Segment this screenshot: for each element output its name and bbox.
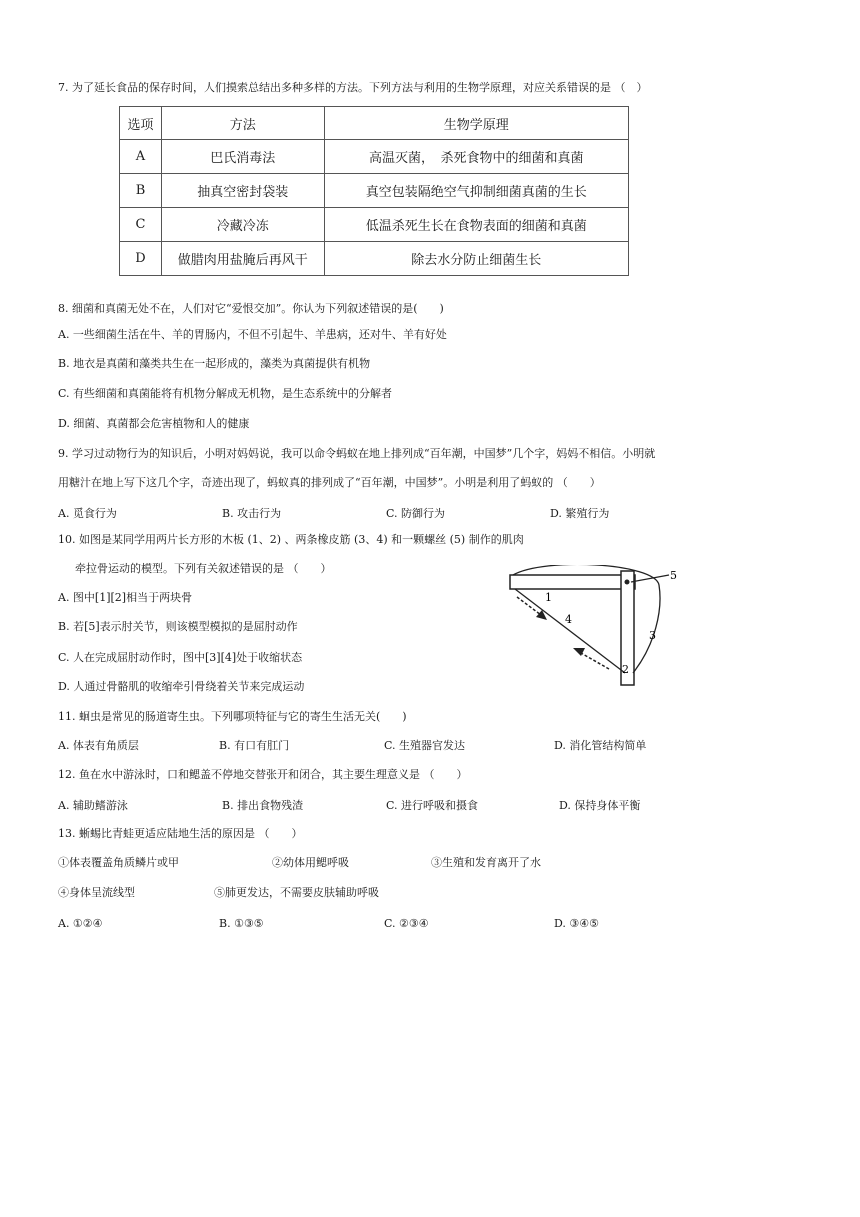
figure-label-2: 2 <box>622 663 629 676</box>
q11-option-d: D. 消化管结构简单 <box>554 739 647 752</box>
q7-cell-principle: 高温灭菌， 杀死食物中的细菌和真菌 <box>324 140 628 174</box>
q7-header-principle: 生物学原理 <box>324 107 628 140</box>
q7-cell-letter: D <box>120 242 162 276</box>
board-1 <box>510 575 635 589</box>
figure-label-3: 3 <box>649 629 656 642</box>
rubber-band-4 <box>515 589 625 673</box>
q7-cell-letter: B <box>120 174 162 208</box>
q7-cell-letter: C <box>120 208 162 242</box>
q7-cell-principle: 真空包装隔绝空气抑制细菌真菌的生长 <box>324 174 628 208</box>
q10-stem-line2: 牵拉骨运动的模型。下列有关叙述错误的是 （ ） <box>75 562 332 575</box>
q7-header-method: 方法 <box>161 107 324 140</box>
q9-option-d: D. 繁殖行为 <box>550 507 610 520</box>
q12-option-c: C. 进行呼吸和摄食 <box>386 799 479 812</box>
q13-option-a: A. ①②④ <box>58 917 103 930</box>
q8-option-d: D. 细菌、真菌都会危害植物和人的健康 <box>58 417 250 430</box>
q12-option-a: A. 辅助鳍游泳 <box>58 799 128 812</box>
table-row <box>120 174 629 208</box>
q12-stem: 12. 鱼在水中游泳时，口和鳃盖不停地交替张开和闭合，其主要生理意义是 （ ） <box>58 768 468 781</box>
screw-5 <box>625 580 630 585</box>
q7-cell-method: 巴氏消毒法 <box>161 140 324 174</box>
q13-option-d: D. ③④⑤ <box>554 917 600 930</box>
q11-option-c: C. 生殖器官发达 <box>384 739 466 752</box>
q13-item-4: ④身体呈流线型 <box>58 886 135 899</box>
q10-option-c: C. 人在完成屈肘动作时，图中[3][4]处于收缩状态 <box>58 651 303 664</box>
q13-stem: 13. 蜥蜴比青蛙更适应陆地生活的原因是 （ ） <box>58 827 303 840</box>
muscle-bone-model-figure <box>505 565 690 695</box>
table-row <box>120 140 629 174</box>
q13-item-1: ①体表覆盖角质鳞片或甲 <box>58 856 179 869</box>
q13-option-c: C. ②③④ <box>384 917 429 930</box>
q13-option-b: B. ①③⑤ <box>219 917 264 930</box>
q7-table-header <box>120 107 629 140</box>
q10-stem-line1: 10. 如图是某同学用两片长方形的木板 (1、2) 、两条橡皮筋 (3、4) 和一颗螺丝 (5) 制作的肌肉 <box>58 533 524 546</box>
q7-cell-method: 冷藏冷冻 <box>161 208 324 242</box>
q9-stem-line1: 9. 学习过动物行为的知识后，小明对妈妈说，我可以命令蚂蚁在地上排列成“百年潮，中国梦”几个字，妈妈不相信。小明就 <box>58 447 656 460</box>
q7-cell-letter: A <box>120 140 162 174</box>
q7-cell-method: 抽真空密封袋装 <box>161 174 324 208</box>
q12-option-d: D. 保持身体平衡 <box>559 799 641 812</box>
q7-stem: 7. 为了延长食品的保存时间，人们摸索总结出多种多样的方法。下列方法与利用的生物学原理，对应关系错误的是 （ ） <box>58 81 648 94</box>
q8-stem: 8. 细菌和真菌无处不在，人们对它“爱恨交加”。你认为下列叙述错误的是( ) <box>58 302 444 315</box>
table-row <box>120 208 629 242</box>
q11-stem: 11. 蛔虫是常见的肠道寄生虫。下列哪项特征与它的寄生生活无关( ) <box>58 710 407 723</box>
q13-item-5: ⑤肺更发达，不需要皮肤辅助呼吸 <box>214 886 379 899</box>
q8-option-a: A. 一些细菌生活在牛、羊的胃肠内，不但不引起牛、羊患病，还对牛、羊有好处 <box>58 328 447 341</box>
q10-option-d: D. 人通过骨骼肌的收缩牵引骨绕着关节来完成运动 <box>58 680 305 693</box>
dashed-arrow-lower <box>581 653 609 669</box>
arrowhead-lower-icon <box>573 648 585 656</box>
figure-label-1: 1 <box>545 591 552 604</box>
q7-cell-principle: 低温杀死生长在食物表面的细菌和真菌 <box>324 208 628 242</box>
q10-option-b: B. 若[5]表示肘关节，则该模型模拟的是屈肘动作 <box>58 620 298 633</box>
q11-option-b: B. 有口有肛门 <box>219 739 290 752</box>
table-row <box>120 242 629 276</box>
q13-item-3: ③生殖和发育离开了水 <box>431 856 541 869</box>
q10-option-a: A. 图中[1][2]相当于两块骨 <box>58 591 193 604</box>
figure-label-4: 4 <box>565 613 572 626</box>
q7-header-option: 选项 <box>120 107 162 140</box>
q7-cell-method: 做腊肉用盐腌后再风干 <box>161 242 324 276</box>
q9-option-a: A. 觅食行为 <box>58 507 117 520</box>
q7-cell-principle: 除去水分防止细菌生长 <box>324 242 628 276</box>
q13-item-2: ②幼体用鳃呼吸 <box>272 856 349 869</box>
q9-stem-line2: 用糖汁在地上写下这几个字，奇迹出现了，蚂蚁真的排列成了“百年潮，中国梦”。小明是利用了蚂蚁的 （ ） <box>58 476 601 489</box>
q8-option-b: B. 地衣是真菌和藻类共生在一起形成的，藻类为真菌提供有机物 <box>58 357 371 370</box>
q9-option-b: B. 攻击行为 <box>222 507 282 520</box>
q9-option-c: C. 防御行为 <box>386 507 446 520</box>
q12-option-b: B. 排出食物残渣 <box>222 799 304 812</box>
q11-option-a: A. 体表有角质层 <box>58 739 139 752</box>
q8-option-c: C. 有些细菌和真菌能将有机物分解成无机物，是生态系统中的分解者 <box>58 387 393 400</box>
q7-table <box>119 106 629 276</box>
figure-label-5: 5 <box>670 569 677 582</box>
